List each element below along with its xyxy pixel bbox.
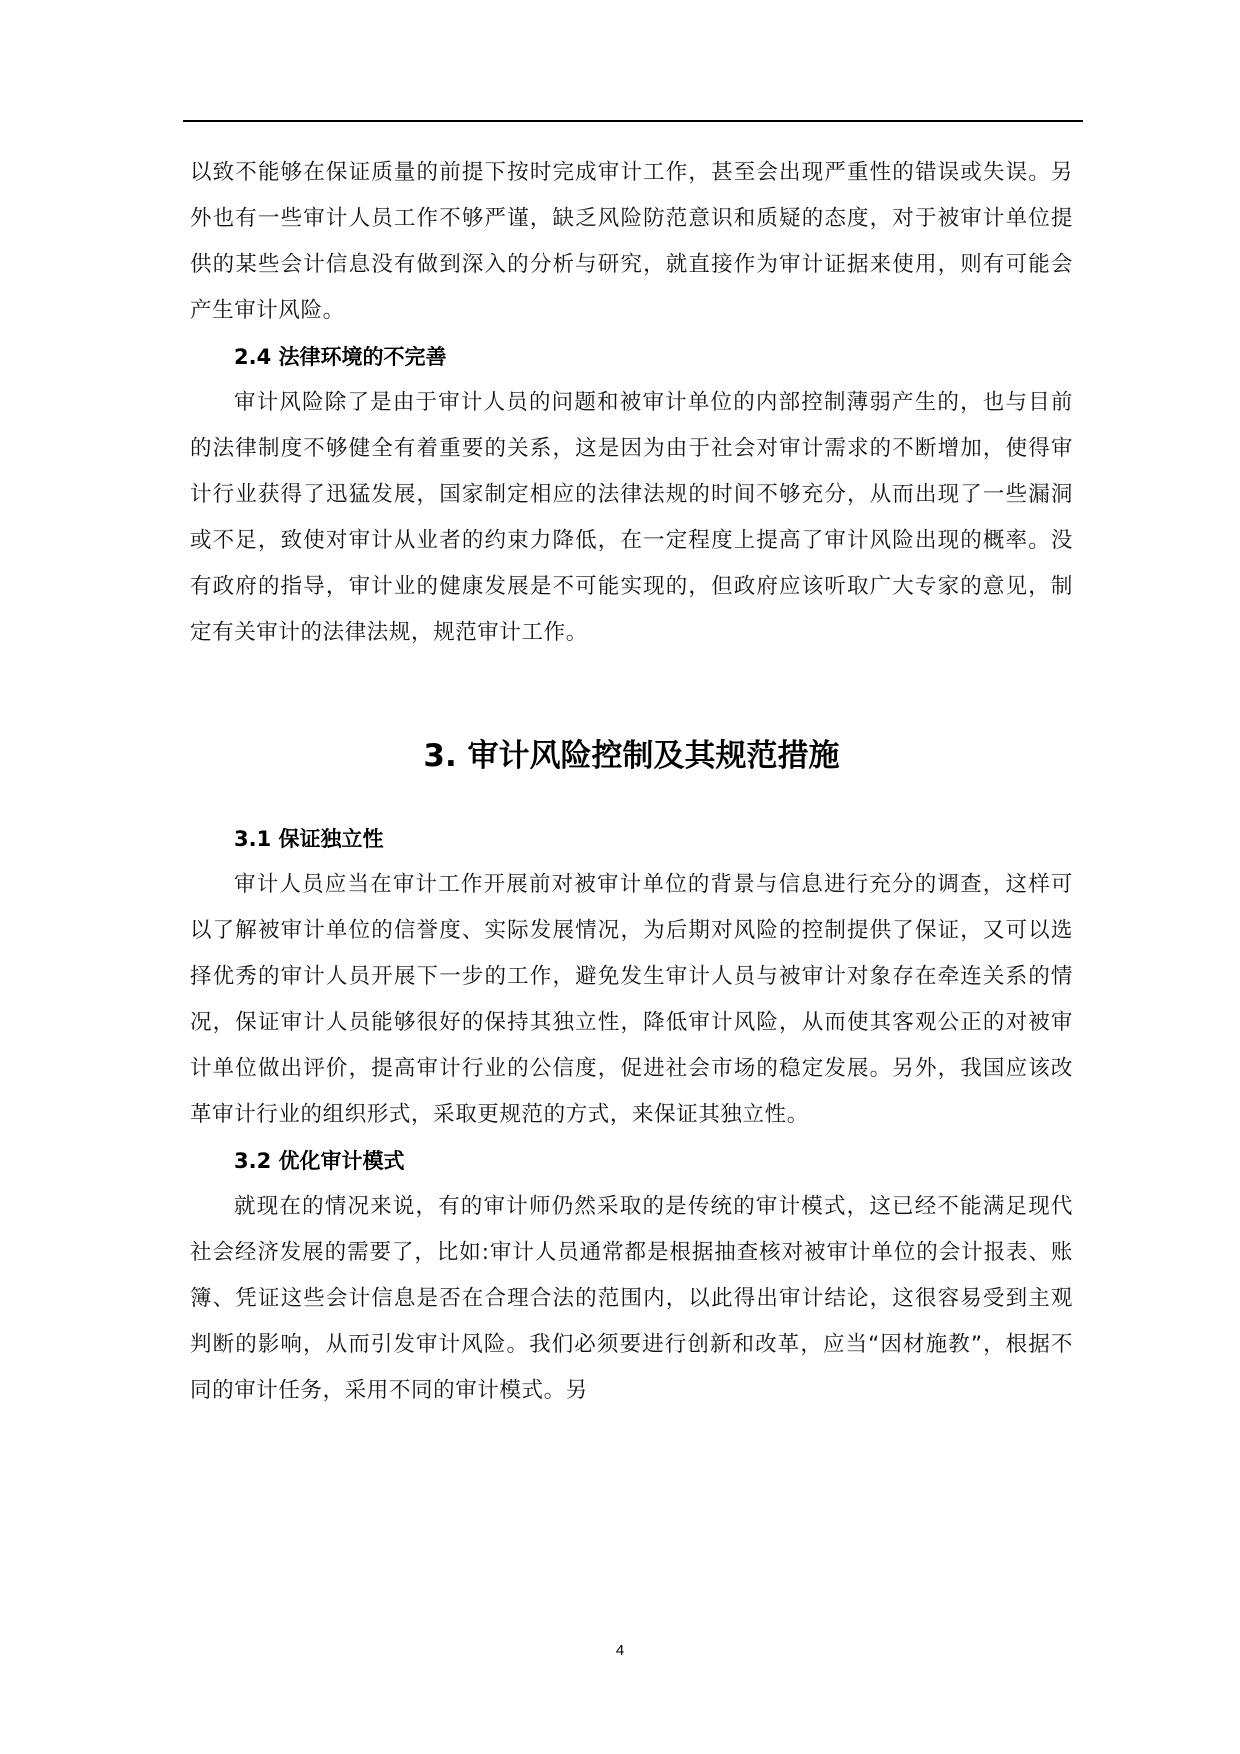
header-rule bbox=[183, 120, 1083, 122]
section-3-2-paragraph: 就现在的情况来说，有的审计师仍然采取的是传统的审计模式，这已经不能满足现代社会经济发展的需要了，比如:审计人员通常都是根据抽查核对被审计单位的会计报表、账簿、凭证这些会计信息是否在合理合法的范围内，以此得出审计结论，这很容易受到主观判断的影响，从而引发审计风险。我们必须要进行创新和改革，应当“因材施教”，根据不同的审计任务，采用不同的审计模式。另 bbox=[190, 1194, 1073, 1403]
page-number: 4 bbox=[615, 1642, 625, 1659]
section-heading-2-4: 2.4 法律环境的不完善 bbox=[234, 345, 447, 369]
chapter-heading-3: 3. 审计风险控制及其规范措施 bbox=[423, 738, 840, 774]
continuation-paragraph: 以致不能够在保证质量的前提下按时完成审计工作，甚至会出现严重性的错误或失误。另外也有一些审计人员工作不够严谨，缺乏风险防范意识和质疑的态度，对于被审计单位提供的某些会计信息没有做到深入的分析与研究，就直接作为审计证据来使用，则有可能会产生审计风险。 bbox=[190, 160, 1073, 323]
section-2-4-paragraph: 审计风险除了是由于审计人员的问题和被审计单位的内部控制薄弱产生的，也与目前的法律制度不够健全有着重要的关系，这是因为由于社会对审计需求的不断增加，使得审计行业获得了迅猛发展，国家制定相应的法律法规的时间不够充分，从而出现了一些漏洞或不足，致使对审计从业者的约束力降低，在一定程度上提高了审计风险出现的概率。没有政府的指导，审计业的健康发展是不可能实现的，但政府应该听取广大专家的意见，制定有关审计的法律法规，规范审计工作。 bbox=[190, 390, 1073, 645]
section-3-1-paragraph: 审计人员应当在审计工作开展前对被审计单位的背景与信息进行充分的调查，这样可以了解被审计单位的信誉度、实际发展情况，为后期对风险的控制提供了保证，又可以选择优秀的审计人员开展下一步的工作，避免发生审计人员与被审计对象存在牵连关系的情况，保证审计人员能够很好的保持其独立性，降低审计风险，从而使其客观公正的对被审计单位做出评价，提高审计行业的公信度，促进社会市场的稳定发展。另外，我国应该改革审计行业的组织形式，采取更规范的方式，来保证其独立性。 bbox=[190, 872, 1073, 1127]
page-content bbox=[190, 150, 1073, 1414]
section-heading-3-2: 3.2 优化审计模式 bbox=[234, 1149, 405, 1173]
section-heading-3-1: 3.1 保证独立性 bbox=[234, 827, 384, 851]
